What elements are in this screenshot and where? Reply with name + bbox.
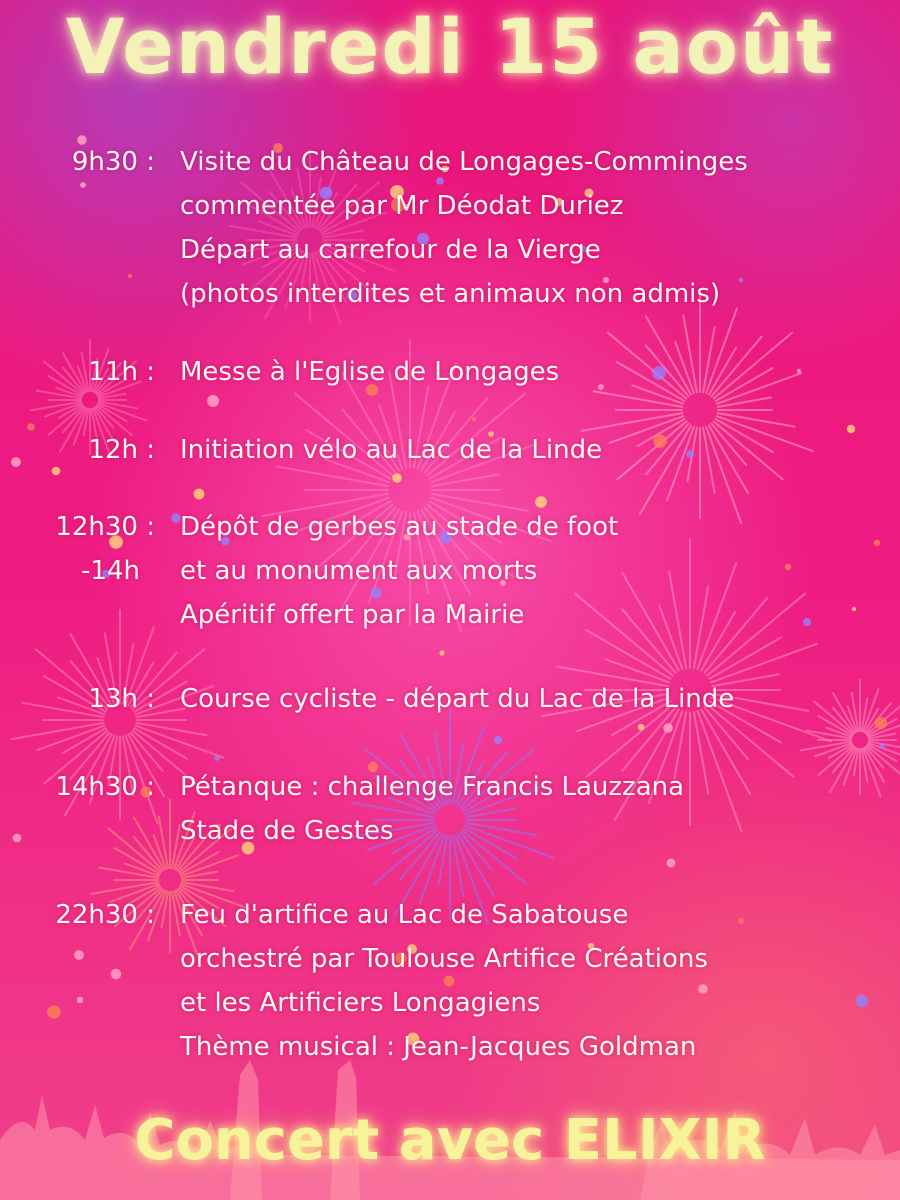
event-time: 12h30 : [55, 512, 155, 542]
event-line: Dépôt de gerbes au stade de foot [180, 512, 619, 542]
event-line: orchestré par Toulouse Artifice Créations [180, 944, 708, 974]
event-time: 22h30 : [55, 900, 155, 930]
event-line: Course cycliste - départ du Lac de la Linde [180, 684, 735, 714]
event-line: Thème musical : Jean-Jacques Goldman [180, 1032, 697, 1062]
event-description [180, 140, 880, 316]
event-line: Pétanque : challenge Francis Lauzzana [180, 772, 685, 802]
event-line: Messe à l'Eglise de Longages [180, 357, 560, 387]
event-line: Apéritif offert par la Mairie [180, 600, 525, 630]
event-line: Départ au carrefour de la Vierge [180, 235, 601, 265]
event-description [180, 677, 880, 721]
event-line: Visite du Château de Longages-Comminges [180, 147, 748, 177]
event-time: 11h : [88, 357, 155, 387]
event-line: commentée par Mr Déodat Duriez [180, 191, 624, 221]
event-line: Stade de Gestes [180, 816, 394, 846]
event-time-end: -14h [81, 556, 140, 586]
event-time: 14h30 : [55, 772, 155, 802]
event-description [180, 428, 880, 472]
event-description [180, 505, 880, 637]
event-line: et les Artificiers Longagiens [180, 988, 541, 1018]
event-description [180, 765, 880, 853]
event-description [180, 350, 880, 394]
event-time: 13h : [88, 684, 155, 714]
event-line: Initiation vélo au Lac de la Linde [180, 435, 603, 465]
page-title: Vendredi 15 août [65, 2, 835, 91]
event-line: et au monument aux morts [180, 556, 538, 586]
event-time: 12h : [88, 435, 155, 465]
event-time: 9h30 : [71, 147, 155, 177]
event-line: Feu d'artifice au Lac de Sabatouse [180, 900, 629, 930]
event-description [180, 893, 880, 1069]
event-line: (photos interdites et animaux non admis) [180, 279, 721, 309]
concert-banner: Concert avec ELIXIR [134, 1108, 766, 1173]
